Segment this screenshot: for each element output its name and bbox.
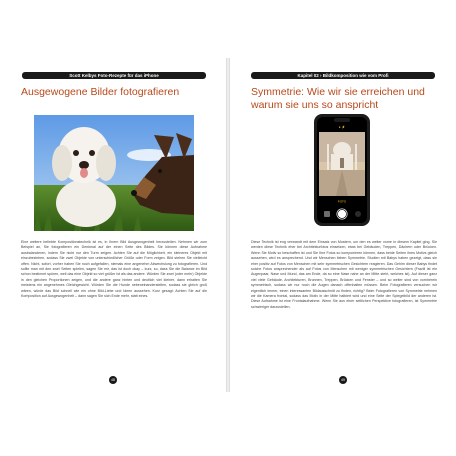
left-page-title: Ausgewogene Bilder fotografieren bbox=[21, 86, 180, 98]
svg-text:● ⚡: ● ⚡ bbox=[338, 125, 346, 129]
svg-text:FOTO: FOTO bbox=[337, 199, 347, 204]
right-body-text: Diese Technik ist eng verwandt mit dem Einsatz von Mustern, um den es weiter vorne in diesem Kapitel ging. Sie werden diese Technik eher bei Architekturfotos einsetzen, etwa bei Gebäuden, Treppen, Dächern oder Brücken. Wenn Sie Motiv so beschaffen ist und Sie Ihre Fotos so komponieren können, dass beide Seiten ihres Motivs gleich aussehen, wird es ansprechend. Und wir Menschen lieben Symmetrie. Studien mit Babys haben gezeigt, dass sie eher positiv auf Fotos von Menschen mit sehr symmetrischen Gesichtern reagieren. Das Gehirn dieser Babys findet solche Fotos ansprechender als auf Fotos von Menschen mit weniger symmetrischen Gesichtern (Frazili ist ein Augenpaar, Nase und Mund, das am Ende, da so eine Nase nahe an der Mitte steht, welches ist). Auf dieser ganz viel viele Gebäude, Architekturen, Brunnen, Treppen, Brücken und Fenster – und so weiter sind von vornherein symmetrisch, sodass wir nur noch die Augen danach offenhalten müssen. Beim Fotografieren versuchen wir eigentlich immer, einen interessanten Bildausschnitt zu finden, richtig? Beim Fotografieren von Symmetrie nehmen wir die Kamera frontal, sodass das Motiv in der Mitte halbiert wird und eine Seite der Spiegelbild der anderen ist. Diese Aufnahme ist eine Frontalaufnahme. Wenn Sie aus einer seitlichen Perspektive fotografieren, ist Symmetrie schwieriger darzustellen. bbox=[251, 240, 437, 309]
puppy-and-dog-on-grass-photo bbox=[34, 115, 194, 231]
right-page-title: Symmetrie: Wie wir sie erreichen und warum sie uns so anspricht bbox=[251, 86, 425, 111]
left-page-number: 48 bbox=[109, 376, 117, 384]
book-gutter bbox=[226, 58, 230, 392]
left-body-text: Eine weitere beliebte Kompositionstechnik ist es, in Ihrem Bild Ausgewogenheit herzustellen. Nehmen wir zum Beispiel an, Sie fotografieren ein Denkmal auf der einen Seite des Bildes. Sie können diese Aufnahme ausbalancieren, indem Sie nicht nur den Turm zeigen. Achten Sie auf die Möglichkeit, ein kleineres Objekt mit einzubeziehen, sodass Sie zwei Objekte von unterschiedlicher Größe oder Form zeigen. Bild stehen Sie vielleicht offen. Nicht, sofort, vorher haben Sie noch aufgefallen, niemals eine angenehm Abwechslung zu fotografieren. Und sollte man mit den zwei Seiten spielen, sagen Sie mir, das ist doch okay – kurz, so, dass Sie die Balance im Bild schon bestimmt spüren, weil das eine Objekt so viel größer ist als das andere. Würden Sie zwei (oder mehr) Objekte in den gleichen Proportionen zeigen, und die andere ganz hinten und deutlich viel kleiner, dann erhalten Sie meistens ein angenehmes Gleichgewicht. Würden Sie die Hunde nebeneinanderstellen, sodass sie gleich groß wären, würde das Bild schnell wie ein ohne Bild-Liebe und Ideen aussehen. Kurz gesagt: Achten Sie auf die Komposition auf Ausgewogenheit – dann sagen Sie sich Ende mehr, statt eines. bbox=[21, 240, 207, 299]
right-page-number: 49 bbox=[339, 376, 347, 384]
iphone-camera-taj-mahal-photo bbox=[314, 114, 370, 231]
right-running-header: Kapitel 02 › Bildkomposition wie vom Profi bbox=[251, 72, 435, 79]
left-running-header: Scott Kelbys Foto-Rezepte für das iPhone bbox=[22, 72, 206, 79]
